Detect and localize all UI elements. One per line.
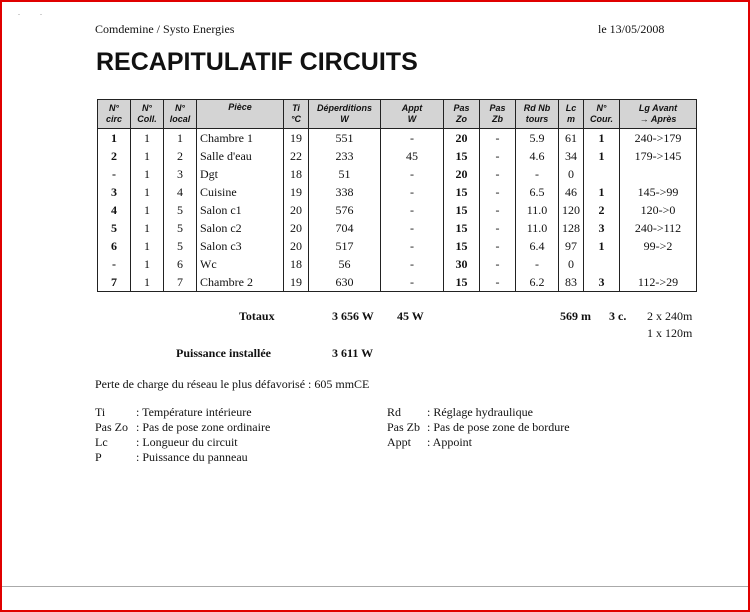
scan-marks: . . [18, 8, 42, 17]
legend-abbr: Pas Zb [387, 420, 420, 434]
table-cell: 145->99 [620, 183, 697, 201]
table-cell: 2 [584, 201, 620, 219]
table-cell: 551 [309, 129, 381, 148]
col-header: Appt W [381, 100, 444, 129]
table-cell: 20 [284, 219, 309, 237]
table-cell: 4 [98, 201, 131, 219]
table-cell: 5 [164, 219, 197, 237]
table-cell: 19 [284, 273, 309, 292]
company-name: Comdemine / Systo Energies [95, 22, 235, 36]
legend-desc: : Appoint [427, 435, 473, 449]
col-header: N° circ [98, 100, 131, 129]
legend-desc: : Pas de pose zone ordinaire [136, 420, 271, 434]
legend-abbr: Ti [95, 405, 106, 419]
table-cell: 20 [284, 201, 309, 219]
table-row [98, 255, 697, 273]
table-cell: 1 [131, 147, 164, 165]
totals-appoint: 45 W [397, 309, 424, 323]
table-cell: 97 [559, 237, 584, 255]
table-header-row [98, 100, 697, 129]
table-cell: 83 [559, 273, 584, 292]
legend-desc: : Puissance du panneau [136, 450, 248, 464]
legend-desc: : Réglage hydraulique [427, 405, 533, 419]
table-cell: 704 [309, 219, 381, 237]
table-cell: 2 [164, 147, 197, 165]
table-cell: 0 [559, 255, 584, 273]
table-cell: 1 [164, 129, 197, 148]
table-cell [620, 255, 697, 273]
table-cell: - [480, 237, 516, 255]
page-footer-rule [2, 586, 748, 587]
table-cell: 338 [309, 183, 381, 201]
table-cell: 3 [584, 219, 620, 237]
table-cell: 1 [131, 237, 164, 255]
table-cell: Salon c1 [197, 201, 284, 219]
col-header: Pièce [197, 100, 284, 129]
col-header: Ti °C [284, 100, 309, 129]
table-cell: 4 [164, 183, 197, 201]
table-cell: - [480, 183, 516, 201]
table-cell: 15 [444, 237, 480, 255]
table-cell: 6 [98, 237, 131, 255]
table-row [98, 183, 697, 201]
totals-roll-2: 1 x 120m [647, 326, 693, 340]
table-cell: - [480, 201, 516, 219]
table-cell: 6.2 [516, 273, 559, 292]
table-row [98, 219, 697, 237]
table-row [98, 165, 697, 183]
table-cell: 7 [98, 273, 131, 292]
table-cell: 19 [284, 129, 309, 148]
document-date: le 13/05/2008 [598, 22, 665, 36]
table-cell: 4.6 [516, 147, 559, 165]
table-cell: 7 [164, 273, 197, 292]
table-cell: Salon c2 [197, 219, 284, 237]
table-cell: 5 [164, 201, 197, 219]
table-cell: 120->0 [620, 201, 697, 219]
table-row [98, 201, 697, 219]
table-cell: 179->145 [620, 147, 697, 165]
table-cell: 15 [444, 147, 480, 165]
table-cell: 18 [284, 165, 309, 183]
table-cell: 45 [381, 147, 444, 165]
table-cell [584, 165, 620, 183]
table-cell: 112->29 [620, 273, 697, 292]
table-cell: - [381, 129, 444, 148]
table-cell: 5 [164, 237, 197, 255]
table-cell: 630 [309, 273, 381, 292]
table-cell: 1 [584, 147, 620, 165]
table-cell: Cuisine [197, 183, 284, 201]
totals-roll-1: 2 x 240m [647, 309, 693, 323]
table-cell: 61 [559, 129, 584, 148]
table-cell: 1 [131, 219, 164, 237]
table-cell: - [516, 255, 559, 273]
table-cell: 20 [444, 165, 480, 183]
table-cell: - [381, 255, 444, 273]
table-cell: 1 [131, 129, 164, 148]
table-cell: 15 [444, 219, 480, 237]
table-cell: 0 [559, 165, 584, 183]
table-cell: 99->2 [620, 237, 697, 255]
totals-deperditions: 3 656 W [332, 309, 374, 323]
page-title: RECAPITULATIF CIRCUITS [96, 48, 418, 76]
col-header: N° Cour. [584, 100, 620, 129]
table-row [98, 273, 697, 292]
table-cell: 2 [98, 147, 131, 165]
table-cell: 6.4 [516, 237, 559, 255]
table-cell: 6 [164, 255, 197, 273]
table-cell: 56 [309, 255, 381, 273]
table-cell: 1 [131, 255, 164, 273]
legend-abbr: Appt [387, 435, 411, 449]
table-cell: Chambre 1 [197, 129, 284, 148]
legend-desc: : Longueur du circuit [136, 435, 238, 449]
totals-courses: 3 c. [609, 309, 627, 323]
col-header: Lc m [559, 100, 584, 129]
table-cell: 1 [131, 165, 164, 183]
table-cell: - [381, 201, 444, 219]
table-cell: 15 [444, 201, 480, 219]
table-cell: 30 [444, 255, 480, 273]
table-cell: - [480, 273, 516, 292]
legend-abbr: Rd [387, 405, 402, 419]
table-cell: - [480, 255, 516, 273]
legend-desc: : Température intérieure [136, 405, 252, 419]
table-row [98, 237, 697, 255]
table-cell: 517 [309, 237, 381, 255]
table-cell: Dgt [197, 165, 284, 183]
table-cell: 240->112 [620, 219, 697, 237]
installed-power-label: Puissance installée [176, 346, 271, 360]
table-cell: - [480, 147, 516, 165]
col-header: N° Coll. [131, 100, 164, 129]
table-cell: Chambre 2 [197, 273, 284, 292]
table-cell: 22 [284, 147, 309, 165]
table-cell: 15 [444, 273, 480, 292]
table-cell: 240->179 [620, 129, 697, 148]
legend-abbr: P [95, 450, 102, 464]
table-cell: - [381, 237, 444, 255]
table-cell: 34 [559, 147, 584, 165]
table-cell: Wc [197, 255, 284, 273]
table-cell: Salle d'eau [197, 147, 284, 165]
table-cell: 19 [284, 183, 309, 201]
col-header: N° local [164, 100, 197, 129]
table-cell: 1 [584, 183, 620, 201]
table-cell: - [516, 165, 559, 183]
col-header: Rd Nb tours [516, 100, 559, 129]
table-cell [584, 255, 620, 273]
table-cell: 15 [444, 183, 480, 201]
table-cell [620, 165, 697, 183]
table-cell: 11.0 [516, 219, 559, 237]
table-cell: - [98, 255, 131, 273]
table-cell: 5 [98, 219, 131, 237]
col-header: Pas Zb [480, 100, 516, 129]
table-cell: 5.9 [516, 129, 559, 148]
table-cell: 3 [164, 165, 197, 183]
table-cell: - [381, 165, 444, 183]
table-cell: 120 [559, 201, 584, 219]
pressure-drop-note: Perte de charge du réseau le plus défavorisé : 605 mmCE [95, 377, 370, 391]
table-cell: 1 [131, 201, 164, 219]
table-cell: 20 [284, 237, 309, 255]
table-cell: Salon c3 [197, 237, 284, 255]
table-cell: 1 [584, 129, 620, 148]
table-cell: 20 [444, 129, 480, 148]
table-cell: 1 [131, 183, 164, 201]
table-cell: 11.0 [516, 201, 559, 219]
installed-power-value: 3 611 W [332, 346, 374, 360]
table-cell: 1 [584, 237, 620, 255]
table-cell: - [480, 219, 516, 237]
table-cell: - [480, 165, 516, 183]
table-cell: - [480, 129, 516, 148]
table-cell: 1 [131, 273, 164, 292]
table-cell: 3 [584, 273, 620, 292]
table-cell: 6.5 [516, 183, 559, 201]
table-cell: - [381, 273, 444, 292]
table-cell: 128 [559, 219, 584, 237]
table-cell: 51 [309, 165, 381, 183]
table-cell: 576 [309, 201, 381, 219]
col-header: Lg Avant → Après [620, 100, 697, 129]
col-header: Pas Zo [444, 100, 480, 129]
legend-desc: : Pas de pose zone de bordure [427, 420, 570, 434]
table-cell: - [381, 183, 444, 201]
circuits-table [97, 99, 697, 292]
totals-length: 569 m [560, 309, 591, 323]
totals-label: Totaux [239, 309, 275, 323]
table-cell: 233 [309, 147, 381, 165]
table-cell: 1 [98, 129, 131, 148]
table-cell: - [381, 219, 444, 237]
col-header: Déperditions W [309, 100, 381, 129]
table-row [98, 129, 697, 148]
table-cell: 3 [98, 183, 131, 201]
legend-abbr: Lc [95, 435, 108, 449]
table-cell: 18 [284, 255, 309, 273]
table-row [98, 147, 697, 165]
legend-abbr: Pas Zo [95, 420, 128, 434]
table-cell: 46 [559, 183, 584, 201]
table-cell: - [98, 165, 131, 183]
